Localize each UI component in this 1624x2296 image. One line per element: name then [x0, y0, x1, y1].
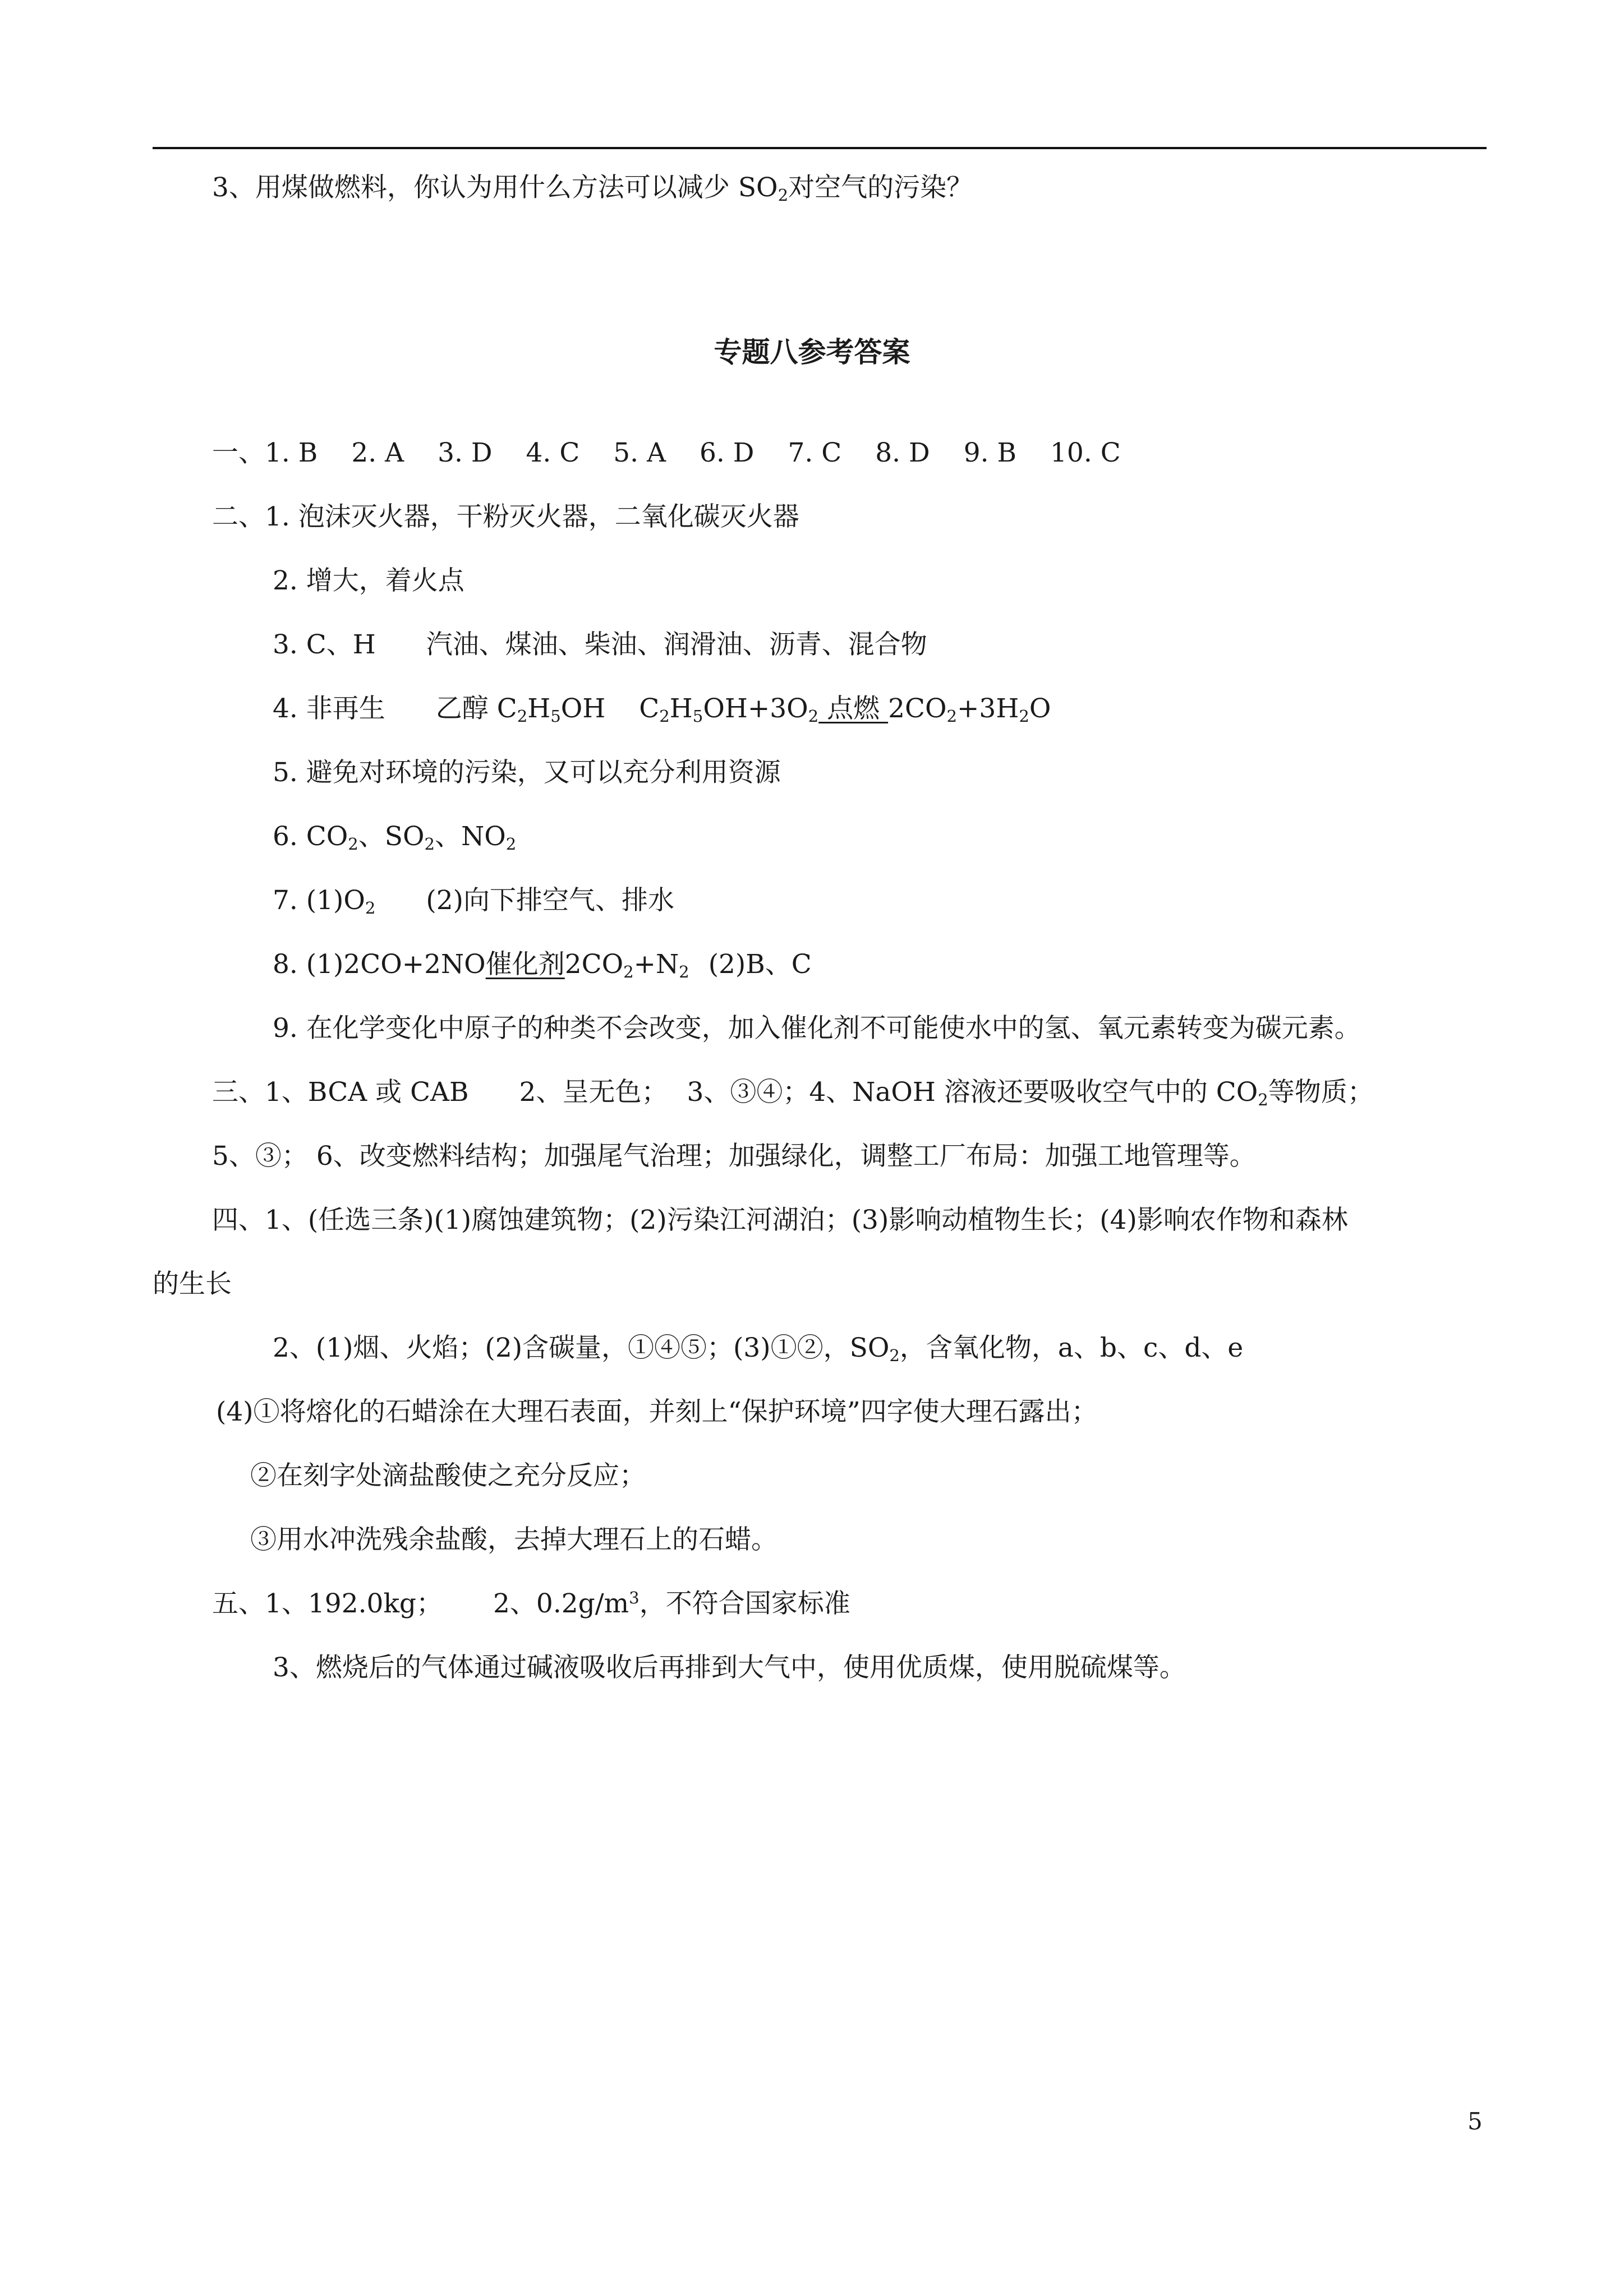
section-4-line-1-continued: 的生长	[153, 1269, 232, 1299]
section-4-line-5: ③用水冲洗残余盐酸，去掉大理石上的石蜡。	[250, 1524, 778, 1555]
section-4-line-4: ②在刻字处滴盐酸使之充分反应；	[250, 1460, 646, 1491]
section-2-item-5: 5. 避免对环境的污染，又可以充分利用资源	[273, 757, 781, 788]
section-3-line-2: 5、③； 6、改变燃料结构；加强尾气治理；加强绿化，调整工厂布局：加强工地管理等。	[212, 1141, 1256, 1172]
section-4-line-2: 2、(1)烟、火焰；(2)含碳量，①④⑤；(3)①②，$SO_2$，含氧化物，a、b、c、d、e	[273, 1333, 1244, 1366]
section-2-item-3: 3. C、H 汽油、煤油、柴油、润滑油、沥青、混合物	[273, 629, 927, 660]
section-4-line-1: 四、1、(任选三条)(1)腐蚀建筑物；(2)污染江河湖泊；(3)影响动植物生长；(4)影响农作物和森林	[212, 1205, 1348, 1235]
question-3: 3、用煤做燃料，你认为用什么方法可以减少 $SO_2$对空气的污染？	[212, 172, 973, 205]
section-1-answers: 一、1. B 2. A 3. D 4. C 5. A 6. D 7. C 8. D 9. B 10. C	[212, 437, 1121, 468]
section-3-line-1: 三、1、BCA 或 CAB 2、呈无色； 3、③④；4、NaOH 溶液还要吸收空气中的 $CO_2$等物质；	[212, 1077, 1374, 1110]
section-2-item-9: 9. 在化学变化中原子的种类不会改变，加入催化剂不可能使水中的氢、氧元素转变为碳元素。	[273, 1013, 1361, 1044]
section-2-item-4: 4. 非再生 乙醇 $C_2H_5OH$ $C_2H_5OH+3O_2$ 点燃 $2CO_2+3H_2O$	[273, 693, 1051, 726]
section-5-line-2: 3、燃烧后的气体通过碱液吸收后再排到大气中，使用优质煤，使用脱硫煤等。	[273, 1652, 1186, 1683]
page-title: 专题八参考答案	[714, 335, 910, 368]
section-2-item-2: 2. 增大，着火点	[273, 565, 464, 596]
section-2-item-1: 二、1. 泡沫灭火器，干粉灭火器，二氧化碳灭火器	[212, 501, 799, 532]
header-rule	[153, 147, 1487, 149]
section-2-item-8: 8. (1)2CO+2NO催化剂$2CO_2+N_2$ (2)B、C	[273, 949, 812, 982]
catalyst-condition: 催化剂	[485, 949, 565, 980]
reaction-condition: 点燃	[818, 693, 889, 724]
section-2-item-7: 7. $(1)O_2$ (2)向下排空气、排水	[273, 885, 674, 918]
section-4-line-3: (4)①将熔化的石蜡涂在大理石表面，并刻上“保护环境”四字使大理石露出；	[216, 1396, 1098, 1427]
section-5-line-1: 五、1、192.0kg； 2、$0.2g/m^3$，不符合国家标准	[212, 1588, 850, 1619]
page-number: 5	[1467, 2108, 1483, 2135]
section-2-item-6: 6. $CO_2$、$SO_2$、$NO_2$	[273, 821, 517, 854]
